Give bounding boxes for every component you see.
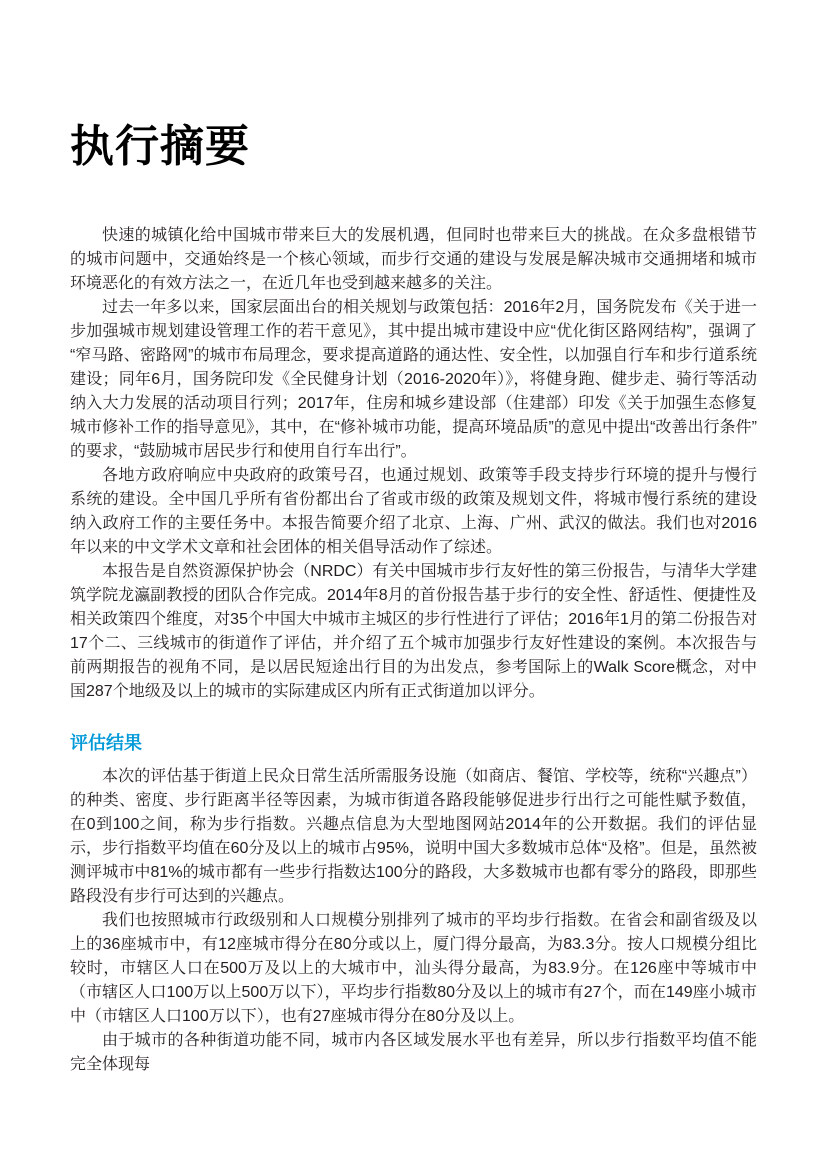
results-paragraph-1: 本次的评估基于街道上民众日常生活所需服务设施（如商店、餐馆、学校等，统称“兴趣点”）的种类、密度、步行距离半径等因素，为城市街道各路段能够促进步行出行之可能性赋予数值，在0到100之间，称为步行指数。兴趣点信息为大型地图网站2014年的公开数据。我们的评估显示，步行指数平均值在60分及以上的城市占95%，说明中国大多数城市总体“及格”。但是，虽然被测评城市中81%的城市都有一些步行指数达100分的路段，大多数城市也都有零分的路段，即那些路段没有步行可达到的兴趣点。 <box>70 768 757 906</box>
page-title: 执行摘要 <box>70 122 250 171</box>
section-heading-results: 评估结果 <box>70 733 142 754</box>
results-paragraph-3: 由于城市的各种街道功能不同，城市内各区域发展水平也有差异，所以步行指数平均值不能完全体现每 <box>70 1032 757 1074</box>
results-paragraph-2: 我们也按照城市行政级别和人口规模分别排列了城市的平均步行指数。在省会和副省级及以上的36座城市中，有12座城市得分在80分或以上，厦门得分最高，为83.3分。按人口规模分组比较时，市辖区人口在500万及以上的大城市中，汕头得分最高，为83.9分。在126座中等城市中（市辖区人口100万以上500万以下），平均步行指数80分及以上的城市有27个，而在149座小城市中（市辖区人口100万以下），也有27座城市得分在80分及以上。 <box>70 912 757 1026</box>
intro-paragraph-4: 本报告是自然资源保护协会（NRDC）有关中国城市步行友好性的第三份报告，与清华大学建筑学院龙瀛副教授的团队合作完成。2014年8月的首份报告基于步行的安全性、舒适性、便捷性及相关政策四个维度，对35个中国大中城市主城区的步行性进行了评估；2016年1月的第二份报告对17个二、三线城市的街道作了评估，并介绍了五个城市加强步行友好性建设的案例。本次报告与前两期报告的视角不同，是以居民短途出行目的为出发点，参考国际上的Walk Score概念，对中国287个地级及以上的城市的实际建成区内所有正式街道加以评分。 <box>70 563 757 701</box>
intro-paragraph-1: 快速的城镇化给中国城市带来巨大的发展机遇，但同时也带来巨大的挑战。在众多盘根错节的城市问题中，交通始终是一个核心领域，而步行交通的建设与发展是解决城市交通拥堵和城市环境恶化的有效方法之一，在近几年也受到越来越多的关注。 <box>70 227 757 293</box>
intro-paragraph-2: 过去一年多以来，国家层面出台的相关规划与政策包括：2016年2月，国务院发布《关于进一步加强城市规划建设管理工作的若干意见》，其中提出城市建设中应“优化街区路网结构”，强调了“窄马路、密路网”的城市布局理念，要求提高道路的通达性、安全性，以加强自行车和步行道系统建设；同年6月，国务院印发《全民健身计划（2016-2020年）》，将健身跑、健步走、骑行等活动纳入大力发展的活动项目行列；2017年，住房和城乡建设部（住建部）印发《关于加强生态修复城市修补工作的指导意见》，其中，在“修补城市功能，提高环境品质”的意见中提出“改善出行条件”的要求，“鼓励城市居民步行和使用自行车出行”。 <box>70 299 757 461</box>
intro-paragraph-3: 各地方政府响应中央政府的政策号召，也通过规划、政策等手段支持步行环境的提升与慢行系统的建设。全中国几乎所有省份都出台了省或市级的政策及规划文件，将城市慢行系统的建设纳入政府工作的主要任务中。本报告简要介绍了北京、上海、广州、武汉的做法。我们也对2016年以来的中文学术文章和社会团体的相关倡导活动作了综述。 <box>70 467 757 557</box>
